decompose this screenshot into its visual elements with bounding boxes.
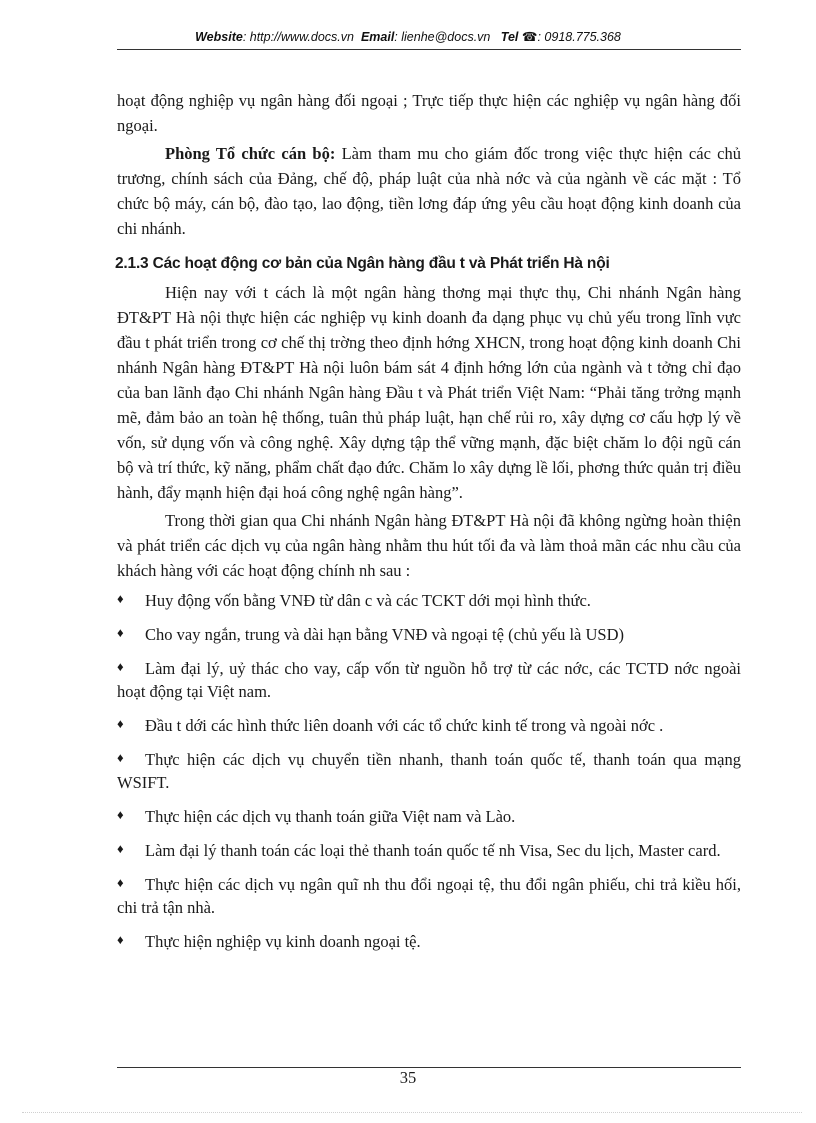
diamond-bullet-icon: ♦ (117, 716, 124, 731)
header-divider (117, 49, 741, 50)
page-number: 35 (399, 1068, 417, 1087)
website-label: Website (195, 30, 243, 44)
tel-value: : 0918.775.368 (537, 30, 621, 44)
diamond-bullet-icon: ♦ (117, 807, 124, 822)
website-value: : http://www.docs.vn (242, 30, 354, 44)
list-item: ♦ Làm đại lý thanh toán các loại thẻ thanh toán quốc tế nh Visa, Sec du lịch, Master card. (117, 837, 741, 862)
diamond-bullet-icon: ♦ (117, 841, 124, 856)
list-item: ♦ Cho vay ngắn, trung và dài hạn bằng VNĐ và ngoại tệ (chủ yếu là USD) (117, 621, 741, 646)
paragraph-personnel (117, 141, 741, 241)
phone-icon: ☎ (521, 30, 538, 44)
diamond-bullet-icon: ♦ (117, 625, 124, 640)
page-bottom-border (22, 1112, 802, 1113)
list-item: ♦ Thực hiện các dịch vụ ngân quĩ nh thu đổi ngoại tệ, thu đổi ngân phiếu, chi trả kiều hối, chi trả tận nhà. (117, 871, 741, 919)
tel-label: Tel (500, 30, 519, 44)
services-list (117, 587, 741, 953)
page-header (0, 29, 816, 44)
diamond-bullet-icon: ♦ (117, 875, 124, 890)
email-value: : lienhe@docs.vn (394, 30, 491, 44)
paragraph-intro: hoạt động nghiệp vụ ngân hàng đối ngoại ; Trực tiếp thực hiện các nghiệp vụ ngân hàng đối ngoại. (117, 91, 741, 135)
diamond-bullet-icon: ♦ (117, 750, 124, 765)
document-body (117, 88, 741, 962)
list-item: ♦ Thực hiện nghiệp vụ kinh doanh ngoại tệ. (117, 928, 741, 953)
personnel-heading: Phòng Tổ chức cán bộ: (165, 144, 336, 163)
paragraph-services-intro: Trong thời gian qua Chi nhánh Ngân hàng ĐT&PT Hà nội đã không ngừng hoàn thiện và phát triển các dịch vụ của ngân hàng nhằm thu hút tối đa và làm thoả mãn các nhu cầu của khách hàng với các hoạt động chính nh sau : (117, 511, 741, 580)
list-item: ♦ Thực hiện các dịch vụ chuyển tiền nhanh, thanh toán quốc tế, thanh toán qua mạng WSIFT. (117, 746, 741, 794)
diamond-bullet-icon: ♦ (117, 659, 124, 674)
personnel-text: Làm tham mu cho giám đốc trong việc thực hiện các chủ trương, chính sách của Đảng, chế độ, pháp luật của nhà nớc và của ngành về các mặt : Tổ chức bộ máy, cán bộ, đào tạo, lao động, tiền lơng đáp ứng yêu cầu hoạt động kinh doanh của chi nhánh. (117, 144, 741, 238)
email-label: Email (360, 30, 395, 44)
paragraph-overview: Hiện nay với t cách là một ngân hàng thơng mại thực thụ, Chi nhánh Ngân hàng ĐT&PT Hà nội thực hiện các nghiệp vụ kinh doanh đa dạng phục vụ chủ yếu trong lĩnh vực đầu t phát triển trong cơ chế thị trờng theo định hớng XHCN, trong hoạt động kinh doanh Chi nhánh Ngân hàng ĐT&PT Hà nội luôn bám sát 4 định hớng lớn của ngành và t tởng chỉ đạo của ban lãnh đạo Chi nhánh Ngân hàng Đầu t và Phát triển Việt Nam: “Phải tăng trởng mạnh mẽ, đảm bảo an toàn hệ thống, tuân thủ pháp luật, hạn chế rủi ro, xây dựng cơ cấu hợp lý về vốn, sử dụng vốn và công nghệ. Xây dựng tập thể vững mạnh, đặc biệt chăm lo đội ngũ cán bộ và trí thức, kỹ năng, phẩm chất đạo đức. Chăm lo xây dựng lề lối, phơng thức quản trị điều hành, đẩy mạnh hiện đại hoá công nghệ ngân hàng”. (117, 283, 741, 502)
list-item: ♦ Đầu t dới các hình thức liên doanh với các tổ chức kinh tế trong và ngoài nớc . (117, 712, 741, 737)
list-item: ♦ Thực hiện các dịch vụ thanh toán giữa Việt nam và Lào. (117, 803, 741, 828)
section-title: 2.1.3 Các hoạt động cơ bản của Ngân hàng đầu t và Phát triển Hà nội (115, 255, 610, 272)
list-item: ♦ Làm đại lý, uỷ thác cho vay, cấp vốn từ nguồn hỗ trợ từ các nớc, các TCTD nớc ngoài hoạt động tại Việt nam. (117, 655, 741, 703)
diamond-bullet-icon: ♦ (117, 932, 124, 947)
list-item: ♦ Huy động vốn bằng VNĐ từ dân c và các TCKT dới mọi hình thức. (117, 587, 741, 612)
diamond-bullet-icon: ♦ (117, 591, 124, 606)
